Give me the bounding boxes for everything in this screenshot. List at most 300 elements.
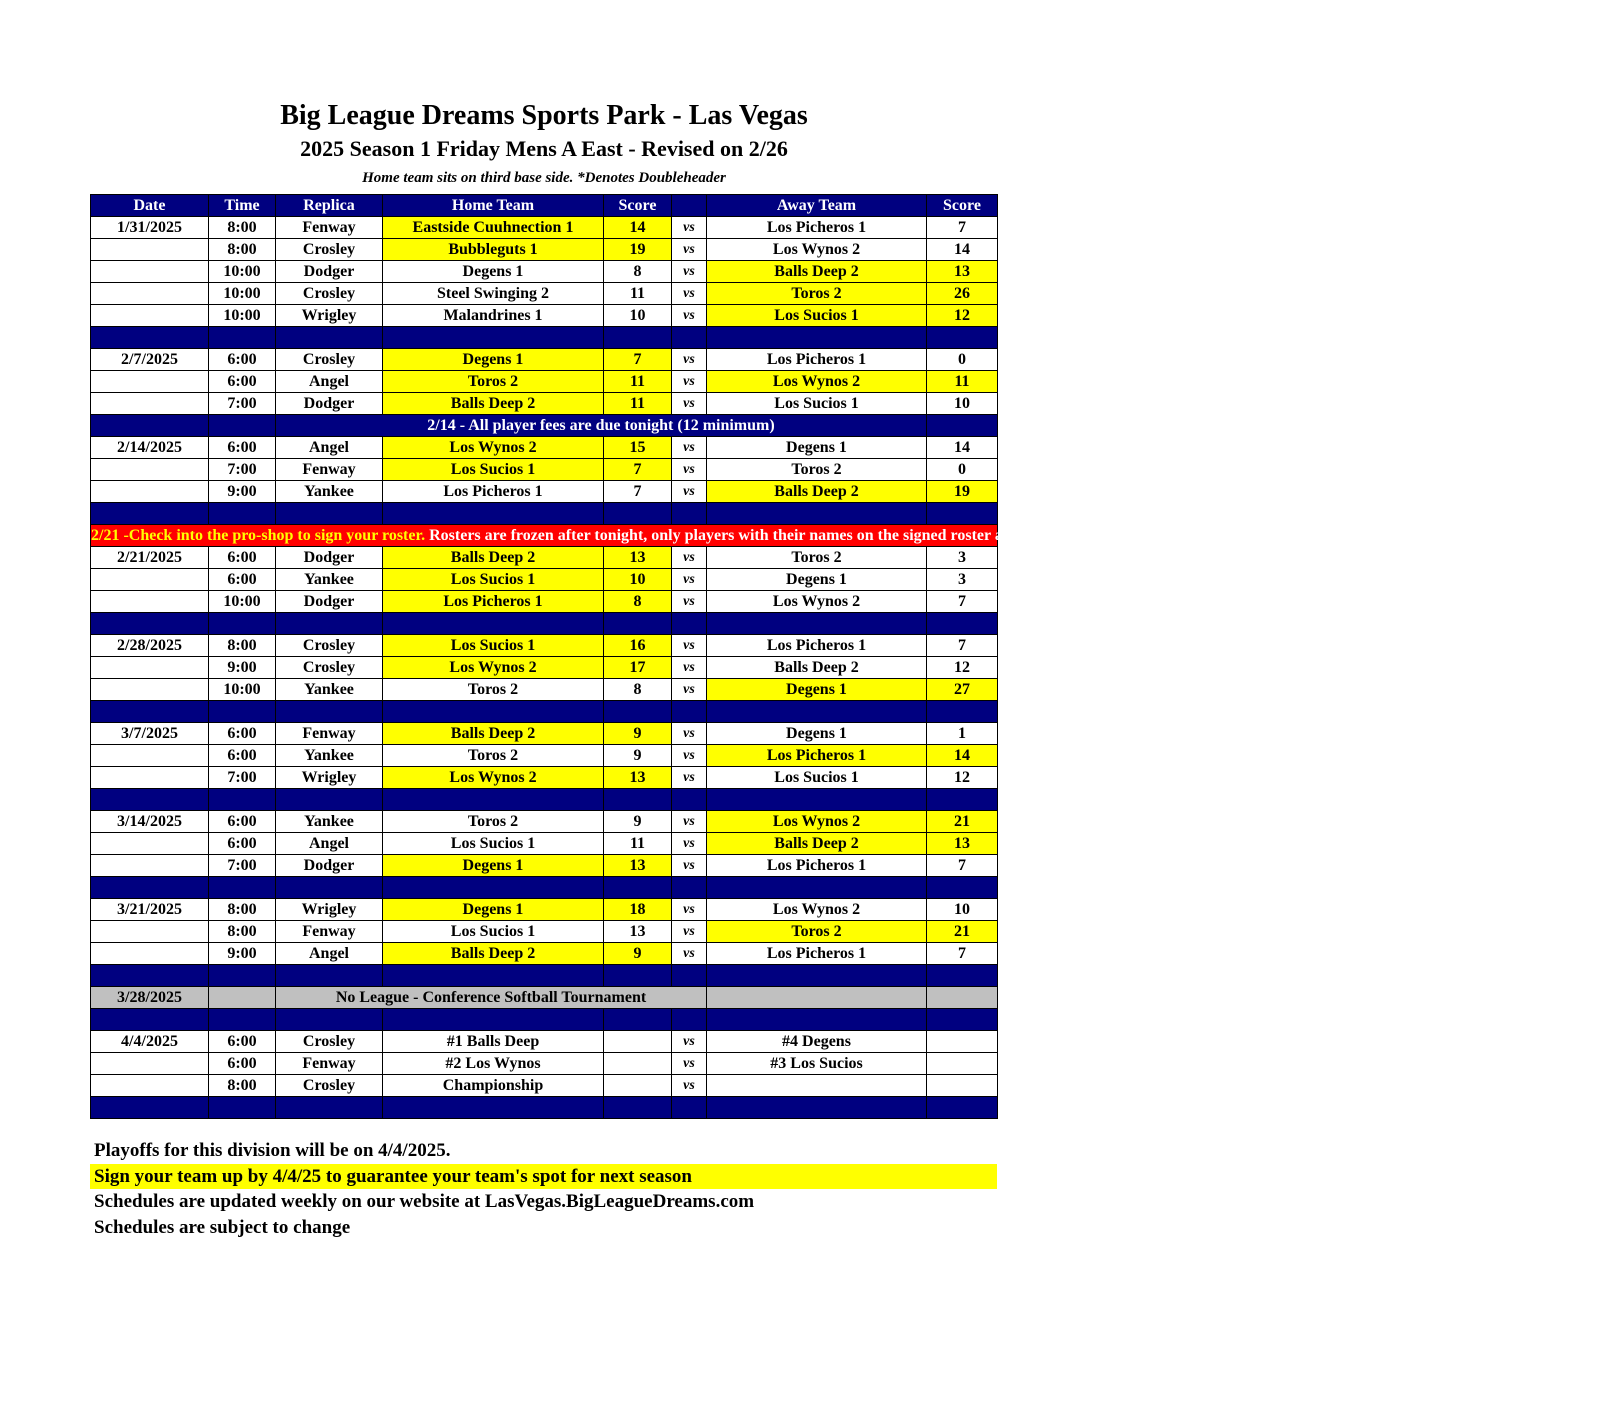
home-team: Los Sucios 1 <box>383 569 604 591</box>
away-score <box>927 1031 998 1053</box>
game-field: Fenway <box>276 921 383 943</box>
vs-label: vs <box>672 679 707 701</box>
game-row <box>91 283 998 305</box>
separator-cell <box>604 1097 672 1119</box>
game-field: Crosley <box>276 239 383 261</box>
game-date: 4/4/2025 <box>91 1031 209 1053</box>
separator-row <box>91 503 998 525</box>
separator-cell <box>383 327 604 349</box>
game-field: Yankee <box>276 481 383 503</box>
game-time: 7:00 <box>209 855 276 877</box>
game-date <box>91 767 209 789</box>
game-field: Crosley <box>276 1075 383 1097</box>
home-team: Degens 1 <box>383 899 604 921</box>
change-note: Schedules are subject to change <box>94 1217 351 1238</box>
separator-cell <box>276 613 383 635</box>
home-team: Balls Deep 2 <box>383 943 604 965</box>
separator-cell <box>276 789 383 811</box>
separator-cell <box>383 1009 604 1031</box>
game-date <box>91 371 209 393</box>
home-team: Steel Swinging 2 <box>383 283 604 305</box>
home-team: Los Wynos 2 <box>383 437 604 459</box>
col-vs <box>672 195 707 217</box>
away-team: Balls Deep 2 <box>707 261 927 283</box>
game-date <box>91 943 209 965</box>
home-team: Los Wynos 2 <box>383 657 604 679</box>
away-score: 1 <box>927 723 998 745</box>
separator-cell <box>276 701 383 723</box>
vs-label: vs <box>672 745 707 767</box>
away-team: Toros 2 <box>707 459 927 481</box>
game-time: 7:00 <box>209 459 276 481</box>
game-field: Crosley <box>276 657 383 679</box>
vs-label: vs <box>672 657 707 679</box>
empty-cell <box>209 987 276 1009</box>
game-field: Dodger <box>276 591 383 613</box>
game-time: 6:00 <box>209 547 276 569</box>
away-team: Toros 2 <box>707 921 927 943</box>
away-team: Los Sucios 1 <box>707 393 927 415</box>
home-team: Los Wynos 2 <box>383 767 604 789</box>
vs-label: vs <box>672 1053 707 1075</box>
separator-cell <box>91 1009 209 1031</box>
game-field: Crosley <box>276 635 383 657</box>
game-field: Yankee <box>276 679 383 701</box>
separator-cell <box>383 789 604 811</box>
vs-label: vs <box>672 437 707 459</box>
game-date <box>91 459 209 481</box>
game-row <box>91 217 998 239</box>
game-row <box>91 723 998 745</box>
separator-cell <box>209 789 276 811</box>
separator-cell <box>383 877 604 899</box>
separator-cell <box>672 965 707 987</box>
separator-cell <box>927 965 998 987</box>
game-row <box>91 239 998 261</box>
separator-cell <box>707 789 927 811</box>
home-score: 13 <box>604 767 672 789</box>
separator-cell <box>91 415 209 437</box>
game-row <box>91 261 998 283</box>
separator-row <box>91 1009 998 1031</box>
col-date: Date <box>91 195 209 217</box>
game-time: 8:00 <box>209 899 276 921</box>
game-field: Dodger <box>276 547 383 569</box>
game-time: 8:00 <box>209 217 276 239</box>
col-home-score: Score <box>604 195 672 217</box>
separator-cell <box>209 503 276 525</box>
separator-cell <box>707 877 927 899</box>
away-team: Los Picheros 1 <box>707 349 927 371</box>
separator-cell <box>209 613 276 635</box>
game-date: 3/7/2025 <box>91 723 209 745</box>
separator-cell <box>604 701 672 723</box>
home-score: 13 <box>604 547 672 569</box>
away-team: Balls Deep 2 <box>707 657 927 679</box>
game-date <box>91 855 209 877</box>
home-score: 8 <box>604 679 672 701</box>
game-time: 6:00 <box>209 349 276 371</box>
separator-cell <box>209 415 276 437</box>
vs-label: vs <box>672 1031 707 1053</box>
separator-cell <box>209 327 276 349</box>
game-row <box>91 833 998 855</box>
away-team: Degens 1 <box>707 679 927 701</box>
separator-cell <box>383 701 604 723</box>
vs-label: vs <box>672 283 707 305</box>
away-score: 11 <box>927 371 998 393</box>
home-team: Bubbleguts 1 <box>383 239 604 261</box>
home-score: 8 <box>604 591 672 613</box>
fees-notice: 2/14 - All player fees are due tonight (12 minimum) <box>276 415 927 437</box>
away-team: Los Picheros 1 <box>707 943 927 965</box>
signup-banner: Sign your team up by 4/4/25 to guarantee your team's spot for next season <box>90 1164 997 1189</box>
game-time: 10:00 <box>209 305 276 327</box>
home-score: 8 <box>604 261 672 283</box>
separator-cell <box>707 965 927 987</box>
game-field: Fenway <box>276 723 383 745</box>
away-team: Los Wynos 2 <box>707 371 927 393</box>
home-score: 7 <box>604 481 672 503</box>
away-team: Degens 1 <box>707 723 927 745</box>
separator-cell <box>604 789 672 811</box>
game-date <box>91 283 209 305</box>
separator-cell <box>276 327 383 349</box>
away-score: 13 <box>927 833 998 855</box>
home-team: #1 Balls Deep <box>383 1031 604 1053</box>
game-date <box>91 921 209 943</box>
separator-row <box>91 965 998 987</box>
separator-cell <box>604 965 672 987</box>
home-score: 11 <box>604 283 672 305</box>
roster-alert <box>91 525 1601 547</box>
game-row <box>91 459 998 481</box>
away-team: Los Sucios 1 <box>707 767 927 789</box>
game-field: Wrigley <box>276 899 383 921</box>
game-date: 3/28/2025 <box>91 987 209 1009</box>
game-field: Crosley <box>276 349 383 371</box>
game-row <box>91 305 998 327</box>
away-team: Los Wynos 2 <box>707 239 927 261</box>
game-row <box>91 437 998 459</box>
game-date: 2/14/2025 <box>91 437 209 459</box>
vs-label: vs <box>672 767 707 789</box>
game-date <box>91 481 209 503</box>
game-date <box>91 239 209 261</box>
game-field: Fenway <box>276 217 383 239</box>
home-team: Los Picheros 1 <box>383 481 604 503</box>
col-away-score: Score <box>927 195 998 217</box>
separator-cell <box>604 1009 672 1031</box>
away-score: 14 <box>927 239 998 261</box>
separator-cell <box>91 701 209 723</box>
game-time: 10:00 <box>209 283 276 305</box>
game-row <box>91 547 998 569</box>
home-score: 7 <box>604 459 672 481</box>
vs-label: vs <box>672 833 707 855</box>
vs-label: vs <box>672 921 707 943</box>
game-time: 10:00 <box>209 679 276 701</box>
game-row <box>91 393 998 415</box>
vs-label: vs <box>672 943 707 965</box>
schedule-table <box>90 194 1601 1119</box>
empty-cell <box>707 987 927 1009</box>
home-score: 11 <box>604 371 672 393</box>
home-score: 13 <box>604 855 672 877</box>
home-score <box>604 1075 672 1097</box>
separator-cell <box>209 965 276 987</box>
home-team: Los Sucios 1 <box>383 833 604 855</box>
vs-label: vs <box>672 899 707 921</box>
away-team <box>707 1075 927 1097</box>
game-field: Crosley <box>276 283 383 305</box>
game-field: Angel <box>276 437 383 459</box>
home-team: Los Picheros 1 <box>383 591 604 613</box>
home-score: 10 <box>604 569 672 591</box>
separator-row <box>91 789 998 811</box>
away-team: #3 Los Sucios <box>707 1053 927 1075</box>
game-time: 9:00 <box>209 943 276 965</box>
game-row <box>91 943 998 965</box>
game-field: Fenway <box>276 1053 383 1075</box>
away-team: Degens 1 <box>707 437 927 459</box>
game-row <box>91 921 998 943</box>
home-team: Toros 2 <box>383 811 604 833</box>
away-score: 3 <box>927 547 998 569</box>
game-date <box>91 569 209 591</box>
game-field: Dodger <box>276 393 383 415</box>
separator-cell <box>383 613 604 635</box>
vs-label: vs <box>672 305 707 327</box>
separator-cell <box>91 503 209 525</box>
separator-cell <box>276 503 383 525</box>
empty-cell <box>927 987 998 1009</box>
vs-label: vs <box>672 459 707 481</box>
game-time: 6:00 <box>209 371 276 393</box>
game-row <box>91 1031 998 1053</box>
home-score: 19 <box>604 239 672 261</box>
game-field: Angel <box>276 833 383 855</box>
separator-cell <box>707 1009 927 1031</box>
vs-label: vs <box>672 569 707 591</box>
home-score <box>604 1053 672 1075</box>
game-time: 6:00 <box>209 569 276 591</box>
separator-cell <box>604 877 672 899</box>
game-field: Yankee <box>276 569 383 591</box>
game-date: 3/14/2025 <box>91 811 209 833</box>
separator-cell <box>672 877 707 899</box>
game-date: 3/21/2025 <box>91 899 209 921</box>
game-field: Dodger <box>276 261 383 283</box>
game-row <box>91 349 998 371</box>
vs-label: vs <box>672 1075 707 1097</box>
vs-label: vs <box>672 723 707 745</box>
home-team: Los Sucios 1 <box>383 459 604 481</box>
separator-cell <box>672 1097 707 1119</box>
home-team: Degens 1 <box>383 855 604 877</box>
away-team: Los Picheros 1 <box>707 635 927 657</box>
home-score: 7 <box>604 349 672 371</box>
separator-cell <box>383 1097 604 1119</box>
away-score: 10 <box>927 899 998 921</box>
separator-cell <box>604 503 672 525</box>
game-field: Yankee <box>276 811 383 833</box>
home-score: 15 <box>604 437 672 459</box>
away-score: 12 <box>927 305 998 327</box>
away-score: 7 <box>927 591 998 613</box>
header-row <box>91 195 998 217</box>
home-team-note: Home team sits on third base side. *Denotes Doubleheader <box>362 170 726 186</box>
game-row <box>91 591 998 613</box>
game-time: 6:00 <box>209 833 276 855</box>
game-time: 9:00 <box>209 481 276 503</box>
away-team: #4 Degens <box>707 1031 927 1053</box>
roster-alert-highlight: 2/21 -Check into the pro-shop to sign your roster. <box>91 526 426 544</box>
home-score: 11 <box>604 393 672 415</box>
page-title: Big League Dreams Sports Park - Las Vegas <box>280 100 808 131</box>
roster-alert-text: Rosters are frozen after tonight, only players with their names on the signed roster are eligible for playoffs. Please check carefully as changes will not be made for omissions. <box>425 526 1601 544</box>
home-score: 9 <box>604 943 672 965</box>
away-score: 7 <box>927 855 998 877</box>
game-time: 6:00 <box>209 1053 276 1075</box>
separator-cell <box>209 1097 276 1119</box>
separator-cell <box>672 789 707 811</box>
game-row <box>91 745 998 767</box>
home-score: 9 <box>604 811 672 833</box>
away-score: 21 <box>927 921 998 943</box>
game-row <box>91 855 998 877</box>
away-team: Degens 1 <box>707 569 927 591</box>
game-row <box>91 767 998 789</box>
away-score: 0 <box>927 349 998 371</box>
separator-cell <box>91 613 209 635</box>
away-score: 12 <box>927 767 998 789</box>
col-time: Time <box>209 195 276 217</box>
game-field: Angel <box>276 943 383 965</box>
away-team: Toros 2 <box>707 547 927 569</box>
home-team: Los Sucios 1 <box>383 921 604 943</box>
away-team: Los Sucios 1 <box>707 305 927 327</box>
game-time: 8:00 <box>209 239 276 261</box>
game-date <box>91 261 209 283</box>
separator-row <box>91 613 998 635</box>
separator-cell <box>927 415 998 437</box>
away-score: 26 <box>927 283 998 305</box>
game-row <box>91 371 998 393</box>
vs-label: vs <box>672 855 707 877</box>
separator-cell <box>927 701 998 723</box>
away-score: 7 <box>927 217 998 239</box>
home-team: Toros 2 <box>383 745 604 767</box>
vs-label: vs <box>672 591 707 613</box>
home-score <box>604 1031 672 1053</box>
notice-row <box>91 415 998 437</box>
game-time: 8:00 <box>209 635 276 657</box>
game-time: 9:00 <box>209 657 276 679</box>
separator-cell <box>672 327 707 349</box>
separator-cell <box>927 1097 998 1119</box>
game-date <box>91 1075 209 1097</box>
separator-cell <box>383 503 604 525</box>
game-date <box>91 393 209 415</box>
away-team: Los Picheros 1 <box>707 217 927 239</box>
game-field: Wrigley <box>276 767 383 789</box>
game-time: 6:00 <box>209 811 276 833</box>
game-time: 6:00 <box>209 723 276 745</box>
game-time: 10:00 <box>209 261 276 283</box>
home-team: Eastside Cuuhnection 1 <box>383 217 604 239</box>
separator-cell <box>672 503 707 525</box>
home-score: 14 <box>604 217 672 239</box>
game-date: 2/28/2025 <box>91 635 209 657</box>
game-field: Yankee <box>276 745 383 767</box>
vs-label: vs <box>672 393 707 415</box>
home-score: 16 <box>604 635 672 657</box>
game-field: Dodger <box>276 855 383 877</box>
away-team: Los Wynos 2 <box>707 811 927 833</box>
game-row <box>91 679 998 701</box>
separator-cell <box>209 1009 276 1031</box>
separator-row <box>91 877 998 899</box>
separator-cell <box>604 613 672 635</box>
game-time: 6:00 <box>209 745 276 767</box>
separator-row <box>91 701 998 723</box>
game-date <box>91 591 209 613</box>
vs-label: vs <box>672 239 707 261</box>
game-date <box>91 679 209 701</box>
col-home-team: Home Team <box>383 195 604 217</box>
away-score: 7 <box>927 635 998 657</box>
away-team: Toros 2 <box>707 283 927 305</box>
game-time: 6:00 <box>209 437 276 459</box>
separator-cell <box>707 503 927 525</box>
col-replica: Replica <box>276 195 383 217</box>
separator-cell <box>927 503 998 525</box>
separator-cell <box>276 1097 383 1119</box>
separator-row <box>91 1097 998 1119</box>
away-score: 14 <box>927 437 998 459</box>
separator-cell <box>707 701 927 723</box>
game-field: Angel <box>276 371 383 393</box>
playoffs-note: Playoffs for this division will be on 4/4/2025. <box>94 1140 451 1161</box>
home-score: 13 <box>604 921 672 943</box>
vs-label: vs <box>672 371 707 393</box>
no-league-text: No League - Conference Softball Tournament <box>276 987 707 1009</box>
separator-cell <box>707 327 927 349</box>
separator-cell <box>276 877 383 899</box>
game-time: 10:00 <box>209 591 276 613</box>
col-away-team: Away Team <box>707 195 927 217</box>
home-team: Toros 2 <box>383 679 604 701</box>
game-row <box>91 899 998 921</box>
separator-cell <box>209 877 276 899</box>
home-team: Balls Deep 2 <box>383 547 604 569</box>
vs-label: vs <box>672 811 707 833</box>
separator-cell <box>383 965 604 987</box>
separator-cell <box>604 327 672 349</box>
schedule-body <box>91 217 1601 1119</box>
game-row <box>91 811 998 833</box>
home-team: Championship <box>383 1075 604 1097</box>
home-team: Degens 1 <box>383 349 604 371</box>
home-team: #2 Los Wynos <box>383 1053 604 1075</box>
away-score: 14 <box>927 745 998 767</box>
separator-cell <box>91 327 209 349</box>
vs-label: vs <box>672 349 707 371</box>
game-time: 7:00 <box>209 767 276 789</box>
separator-cell <box>276 965 383 987</box>
game-date <box>91 305 209 327</box>
